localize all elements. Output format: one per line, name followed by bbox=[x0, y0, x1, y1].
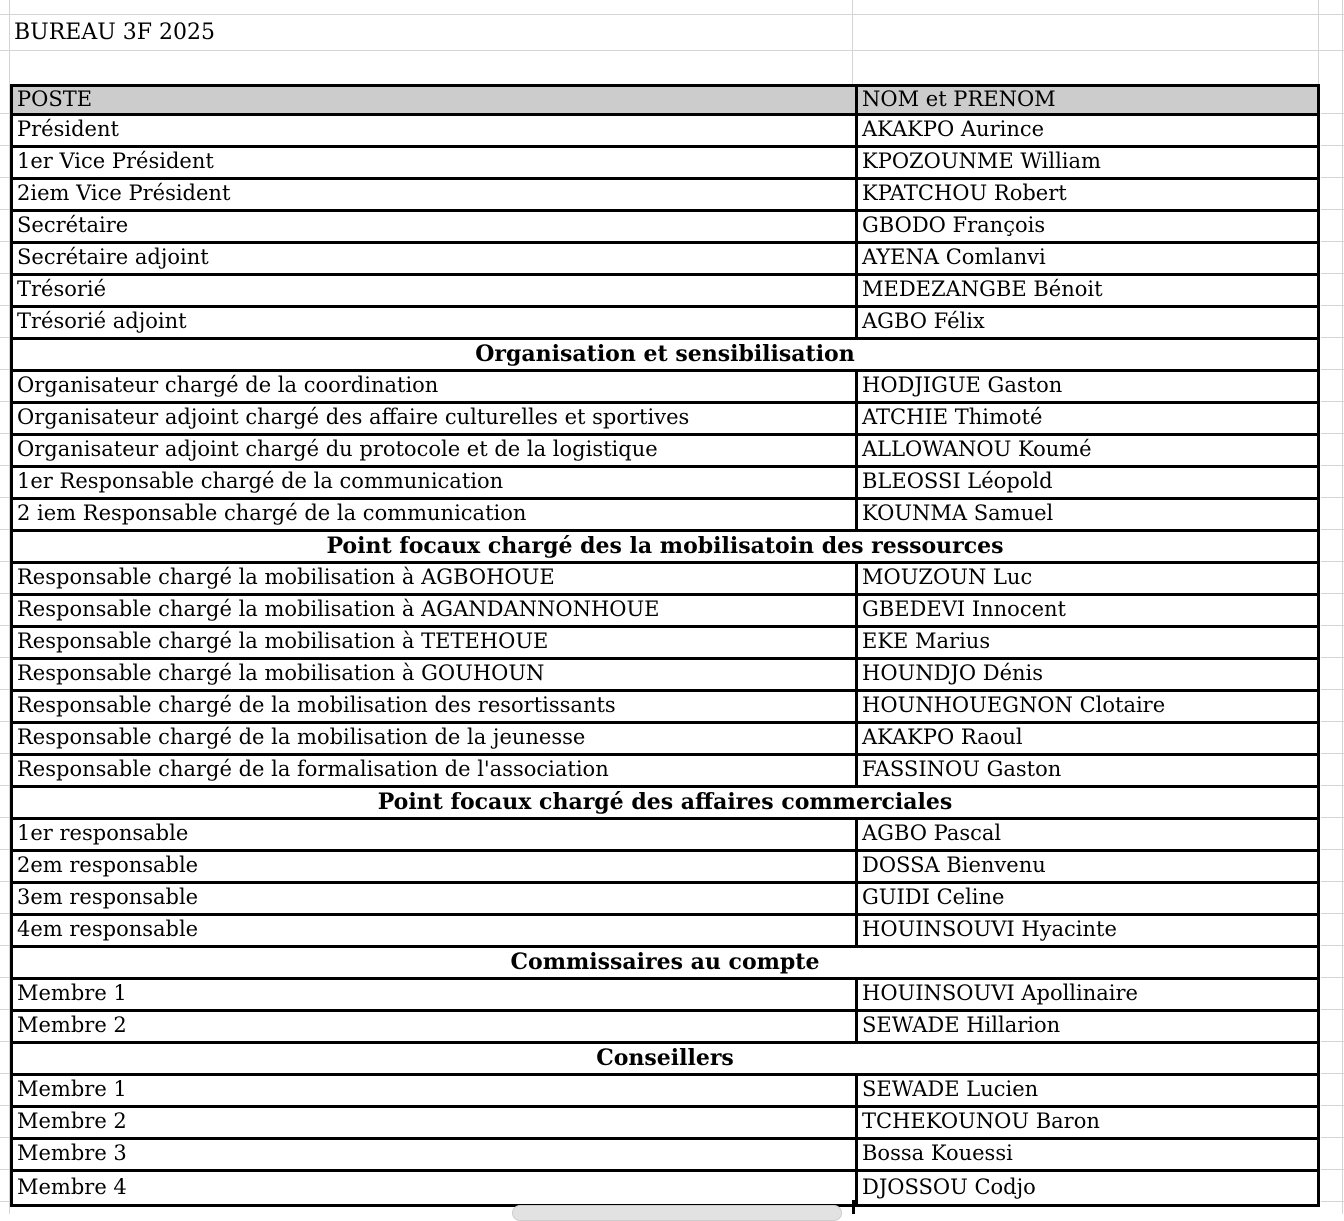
poste-cell[interactable]: Membre 4 bbox=[17, 1174, 127, 1199]
horizontal-scrollbar-thumb[interactable] bbox=[512, 1205, 842, 1221]
nom-cell[interactable]: AYENA Comlanvi bbox=[855, 244, 1317, 273]
column-divider-stub bbox=[852, 1200, 855, 1214]
table-row bbox=[13, 564, 1317, 596]
nom-cell[interactable]: HODJIGUE Gaston bbox=[855, 372, 1317, 401]
poste-cell[interactable]: Membre 1 bbox=[17, 981, 127, 1005]
nom-cell[interactable]: KPATCHOU Robert bbox=[855, 180, 1317, 209]
table-row bbox=[13, 308, 1317, 340]
nom-cell[interactable]: Bossa Kouessi bbox=[855, 1140, 1317, 1169]
poste-cell[interactable]: Responsable chargé la mobilisation à TETEHOUE bbox=[17, 629, 549, 653]
table-row bbox=[13, 244, 1317, 276]
poste-cell[interactable]: 1er Vice Président bbox=[17, 149, 214, 173]
nom-cell[interactable]: DJOSSOU Codjo bbox=[855, 1172, 1317, 1204]
nom-cell[interactable]: KOUNMA Samuel bbox=[855, 500, 1317, 529]
gridline-vertical bbox=[852, 0, 853, 84]
table-row bbox=[13, 1012, 1317, 1044]
nom-cell[interactable]: DOSSA Bienvenu bbox=[855, 852, 1317, 881]
poste-cell[interactable]: Secrétaire bbox=[17, 213, 129, 237]
nom-cell[interactable]: SEWADE Lucien bbox=[855, 1076, 1317, 1105]
gridline-horizontal bbox=[0, 50, 1344, 51]
section-header-cell[interactable]: Point focaux chargé des affaires commerciales bbox=[377, 788, 953, 815]
poste-cell[interactable]: Organisateur chargé de la coordination bbox=[17, 373, 439, 397]
column-header-nom[interactable]: NOM et PRENOM bbox=[855, 87, 1317, 113]
table-row bbox=[13, 1108, 1317, 1140]
poste-cell[interactable]: 4em responsable bbox=[17, 917, 199, 941]
poste-cell[interactable]: Membre 2 bbox=[17, 1109, 127, 1133]
table-row bbox=[13, 404, 1317, 436]
table-row bbox=[13, 628, 1317, 660]
nom-cell[interactable]: KPOZOUNME William bbox=[855, 148, 1317, 177]
poste-cell[interactable]: Membre 1 bbox=[17, 1077, 127, 1101]
poste-cell[interactable]: 2 iem Responsable chargé de la communication bbox=[17, 501, 527, 525]
nom-cell[interactable]: GBODO François bbox=[855, 212, 1317, 241]
poste-cell[interactable]: Responsable chargé la mobilisation à AGBOHOUE bbox=[17, 565, 555, 589]
nom-cell[interactable]: HOUINSOUVI Apollinaire bbox=[855, 980, 1317, 1009]
poste-cell[interactable]: Responsable chargé la mobilisation à GOUHOUN bbox=[17, 661, 545, 685]
poste-cell[interactable]: Membre 2 bbox=[17, 1013, 127, 1037]
section-header-cell[interactable]: Organisation et sensibilisation bbox=[475, 340, 855, 367]
poste-cell[interactable]: 2iem Vice Président bbox=[17, 181, 231, 205]
table-row bbox=[13, 756, 1317, 788]
nom-cell[interactable]: AKAKPO Aurince bbox=[855, 116, 1317, 145]
table-row bbox=[13, 820, 1317, 852]
section-row bbox=[13, 1044, 1317, 1076]
poste-cell[interactable]: Membre 3 bbox=[17, 1141, 127, 1165]
nom-cell[interactable]: AGBO Pascal bbox=[855, 820, 1317, 849]
poste-cell[interactable]: Responsable chargé de la mobilisation des resortissants bbox=[17, 693, 616, 717]
table-row bbox=[13, 884, 1317, 916]
sheet-title-cell[interactable]: BUREAU 3F 2025 bbox=[14, 19, 215, 45]
table-row bbox=[13, 180, 1317, 212]
nom-cell[interactable]: HOUNDJO Dénis bbox=[855, 660, 1317, 689]
section-header-cell[interactable]: Point focaux chargé des la mobilisatoin des ressources bbox=[326, 532, 1004, 559]
table-body bbox=[13, 116, 1317, 1204]
nom-cell[interactable]: ALLOWANOU Koumé bbox=[855, 436, 1317, 465]
table-row bbox=[13, 596, 1317, 628]
gridline-vertical bbox=[1318, 0, 1319, 84]
table-row bbox=[13, 116, 1317, 148]
table-row bbox=[13, 1140, 1317, 1172]
nom-cell[interactable]: HOUINSOUVI Hyacinte bbox=[855, 916, 1317, 945]
table-row bbox=[13, 1172, 1317, 1204]
table-row bbox=[13, 852, 1317, 884]
poste-cell[interactable]: Responsable chargé la mobilisation à AGANDANNONHOUE bbox=[17, 597, 660, 621]
nom-cell[interactable]: TCHEKOUNOU Baron bbox=[855, 1108, 1317, 1137]
poste-cell[interactable]: Organisateur adjoint chargé des affaire culturelles et sportives bbox=[17, 405, 690, 429]
gridline-stubs-right bbox=[1321, 84, 1344, 1206]
nom-cell[interactable]: MOUZOUN Luc bbox=[855, 564, 1317, 593]
nom-cell[interactable]: GUIDI Celine bbox=[855, 884, 1317, 913]
poste-cell[interactable]: Trésorié adjoint bbox=[17, 309, 187, 333]
poste-cell[interactable]: Trésorié bbox=[17, 277, 107, 301]
poste-cell[interactable]: Organisateur adjoint chargé du protocole et de la logistique bbox=[17, 437, 658, 461]
poste-cell[interactable]: Responsable chargé de la mobilisation de la jeunesse bbox=[17, 725, 586, 749]
nom-cell[interactable]: FASSINOU Gaston bbox=[855, 756, 1317, 785]
nom-cell[interactable]: AGBO Félix bbox=[855, 308, 1317, 337]
section-row bbox=[13, 532, 1317, 564]
nom-cell[interactable]: GBEDEVI Innocent bbox=[855, 596, 1317, 625]
bureau-table bbox=[10, 84, 1320, 1207]
nom-cell[interactable]: AKAKPO Raoul bbox=[855, 724, 1317, 753]
nom-cell[interactable]: ATCHIE Thimoté bbox=[855, 404, 1317, 433]
nom-cell[interactable]: SEWADE Hillarion bbox=[855, 1012, 1317, 1041]
nom-cell[interactable]: BLEOSSI Léopold bbox=[855, 468, 1317, 497]
section-row bbox=[13, 948, 1317, 980]
poste-cell[interactable]: Secrétaire adjoint bbox=[17, 245, 209, 269]
poste-cell[interactable]: 1er responsable bbox=[17, 821, 189, 845]
section-row bbox=[13, 788, 1317, 820]
table-row bbox=[13, 916, 1317, 948]
poste-cell[interactable]: 2em responsable bbox=[17, 853, 199, 877]
nom-cell[interactable]: HOUNHOUEGNON Clotaire bbox=[855, 692, 1317, 721]
table-row bbox=[13, 500, 1317, 532]
header-row bbox=[13, 87, 1317, 116]
nom-cell[interactable]: MEDEZANGBE Bénoit bbox=[855, 276, 1317, 305]
table-row bbox=[13, 436, 1317, 468]
poste-cell[interactable]: Responsable chargé de la formalisation de l'association bbox=[17, 757, 609, 781]
table-row bbox=[13, 212, 1317, 244]
poste-cell[interactable]: Président bbox=[17, 117, 119, 141]
table-row bbox=[13, 372, 1317, 404]
poste-cell[interactable]: 1er Responsable chargé de la communication bbox=[17, 469, 504, 493]
section-row bbox=[13, 340, 1317, 372]
table-row bbox=[13, 660, 1317, 692]
nom-cell[interactable]: EKE Marius bbox=[855, 628, 1317, 657]
table-row bbox=[13, 692, 1317, 724]
gridline-stubs-left bbox=[0, 84, 10, 1206]
table-row bbox=[13, 724, 1317, 756]
column-header-poste[interactable]: POSTE bbox=[13, 87, 855, 113]
table-row bbox=[13, 468, 1317, 500]
table-row bbox=[13, 276, 1317, 308]
poste-cell[interactable]: 3em responsable bbox=[17, 885, 199, 909]
table-row bbox=[13, 148, 1317, 180]
section-header-cell[interactable]: Conseillers bbox=[596, 1044, 734, 1071]
table-row bbox=[13, 1076, 1317, 1108]
section-header-cell[interactable]: Commissaires au compte bbox=[510, 948, 820, 975]
table-row bbox=[13, 980, 1317, 1012]
